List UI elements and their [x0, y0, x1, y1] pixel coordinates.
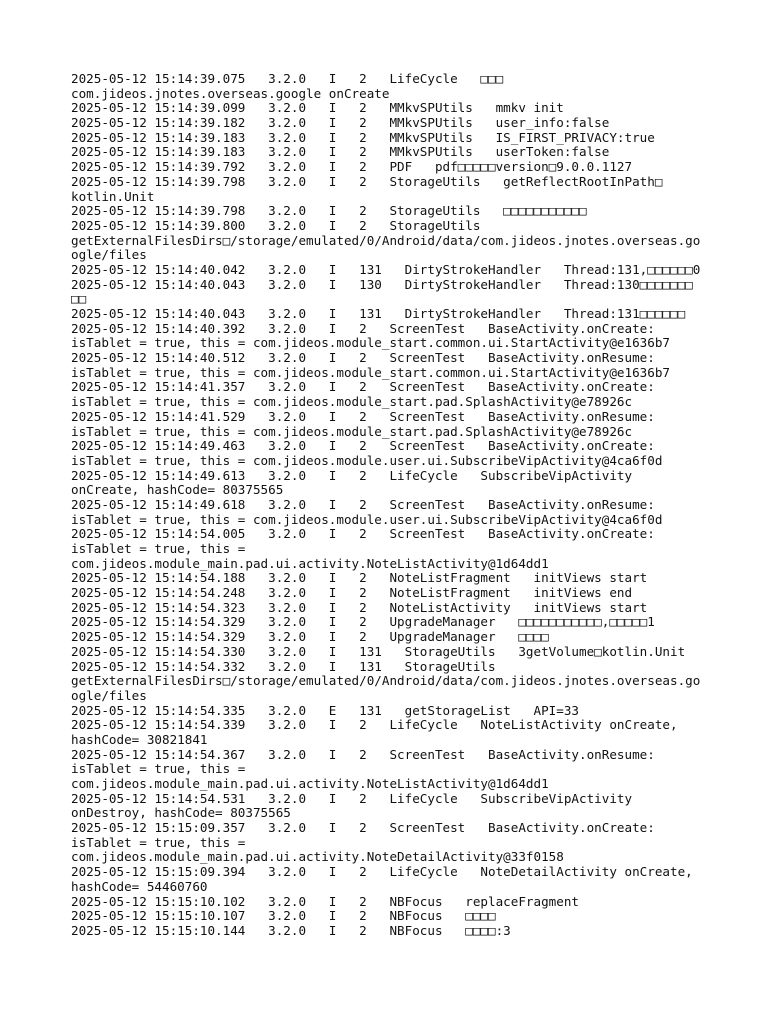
log-line: ogle/files	[71, 688, 147, 703]
log-line: 2025-05-12 15:14:40.392 3.2.0 I 2 ScreenTest BaseActivity.onCreate:	[71, 321, 655, 336]
log-line: isTablet = true, this = com.jideos.module.user.ui.SubscribeVipActivity@4ca6f0d	[71, 453, 663, 468]
log-line: 2025-05-12 15:14:39.099 3.2.0 I 2 MMkvSPUtils mmkv init	[71, 101, 564, 116]
log-line: com.jideos.module_main.pad.ui.activity.NoteListActivity@1d64dd1	[71, 777, 549, 791]
log-line: 2025-05-12 15:14:40.512 3.2.0 I 2 ScreenTest BaseActivity.onResume:	[71, 351, 655, 366]
log-line: 2025-05-12 15:14:41.357 3.2.0 I 2 ScreenTest BaseActivity.onCreate:	[71, 380, 655, 395]
log-line: kotlin.Unit	[71, 189, 155, 204]
log-line: isTablet = true, this =	[71, 835, 246, 850]
log-line: 2025-05-12 15:14:39.075 3.2.0 I 2 LifeCycle □□□	[71, 72, 504, 86]
log-line: ogle/files	[71, 248, 147, 263]
log-line: □□	[71, 292, 87, 307]
log-line: isTablet = true, this =	[71, 762, 246, 777]
log-line: isTablet = true, this = com.jideos.module.user.ui.SubscribeVipActivity@4ca6f0d	[71, 512, 663, 527]
log-line: com.jideos.jnotes.overseas.google onCreate	[71, 86, 390, 101]
log-line: 2025-05-12 15:14:54.329 3.2.0 I 2 UpgradeManager □□□□□□□□□□□,□□□□□1	[71, 615, 655, 630]
log-line: 2025-05-12 15:14:54.531 3.2.0 I 2 LifeCycle SubscribeVipActivity	[71, 791, 633, 806]
log-line: 2025-05-12 15:14:40.043 3.2.0 I 130 DirtyStrokeHandler Thread:130□□□□□□□	[71, 277, 693, 292]
log-line: 2025-05-12 15:15:09.357 3.2.0 I 2 ScreenTest BaseActivity.onCreate:	[71, 821, 655, 836]
log-line: 2025-05-12 15:14:49.613 3.2.0 I 2 LifeCycle SubscribeVipActivity	[71, 468, 633, 483]
log-line: 2025-05-12 15:14:39.800 3.2.0 I 2 StorageUtils	[71, 218, 481, 233]
log-line: 2025-05-12 15:14:40.042 3.2.0 I 131 DirtyStrokeHandler Thread:131,□□□□□□0	[71, 262, 701, 277]
log-line: onCreate, hashCode= 80375565	[71, 483, 284, 498]
log-line: 2025-05-12 15:14:41.529 3.2.0 I 2 ScreenTest BaseActivity.onResume:	[71, 409, 655, 424]
log-line: 2025-05-12 15:14:39.798 3.2.0 I 2 StorageUtils getReflectRootInPath□	[71, 174, 663, 189]
log-line: 2025-05-12 15:15:10.144 3.2.0 I 2 NBFocus □□□□:3	[71, 923, 511, 938]
log-line: hashCode= 30821841	[71, 732, 208, 747]
log-line: 2025-05-12 15:14:54.329 3.2.0 I 2 UpgradeManager □□□□	[71, 630, 549, 645]
log-line: 2025-05-12 15:14:39.183 3.2.0 I 2 MMkvSPUtils userToken:false	[71, 145, 610, 160]
log-line: isTablet = true, this = com.jideos.module_start.pad.SplashActivity@e78926c	[71, 424, 633, 439]
log-line: getExternalFilesDirs□/storage/emulated/0/Android/data/com.jideos.jnotes.overseas.go	[71, 233, 701, 248]
log-line: 2025-05-12 15:14:49.463 3.2.0 I 2 ScreenTest BaseActivity.onCreate:	[71, 439, 655, 454]
log-line: com.jideos.module_main.pad.ui.activity.NoteListActivity@1d64dd1	[71, 556, 549, 571]
log-line: 2025-05-12 15:14:39.798 3.2.0 I 2 StorageUtils □□□□□□□□□□□	[71, 204, 587, 219]
log-line: 2025-05-12 15:14:54.330 3.2.0 I 131 StorageUtils 3getVolume□kotlin.Unit	[71, 644, 686, 659]
log-line: 2025-05-12 15:14:54.248 3.2.0 I 2 NoteListFragment initViews end	[71, 586, 633, 601]
log-line: 2025-05-12 15:14:39.792 3.2.0 I 2 PDF pdf□□□□□version□9.0.0.1127	[71, 160, 633, 175]
log-line: hashCode= 54460760	[71, 879, 208, 894]
log-line: 2025-05-12 15:14:49.618 3.2.0 I 2 ScreenTest BaseActivity.onResume:	[71, 497, 655, 512]
log-line: 2025-05-12 15:14:54.005 3.2.0 I 2 ScreenTest BaseActivity.onCreate:	[71, 527, 655, 542]
log-line: onDestroy, hashCode= 80375565	[71, 806, 291, 821]
log-line: isTablet = true, this = com.jideos.module_start.common.ui.StartActivity@e1636b7	[71, 365, 670, 380]
log-line: getExternalFilesDirs□/storage/emulated/0/Android/data/com.jideos.jnotes.overseas.go	[71, 674, 701, 689]
log-line: 2025-05-12 15:14:39.183 3.2.0 I 2 MMkvSPUtils IS_FIRST_PRIVACY:true	[71, 130, 655, 145]
log-line: isTablet = true, this = com.jideos.module_start.common.ui.StartActivity@e1636b7	[71, 336, 670, 351]
log-line: 2025-05-12 15:15:10.102 3.2.0 I 2 NBFocus replaceFragment	[71, 894, 579, 909]
log-line: isTablet = true, this =	[71, 542, 246, 556]
log-line: 2025-05-12 15:14:40.043 3.2.0 I 131 DirtyStrokeHandler Thread:131□□□□□□	[71, 307, 686, 321]
log-line: com.jideos.module_main.pad.ui.activity.NoteDetailActivity@33f0158	[71, 850, 564, 865]
log-line: 2025-05-12 15:14:54.323 3.2.0 I 2 NoteListActivity initViews start	[71, 600, 648, 615]
log-line: 2025-05-12 15:14:54.339 3.2.0 I 2 LifeCycle NoteListActivity onCreate,	[71, 718, 678, 733]
log-line: 2025-05-12 15:14:54.367 3.2.0 I 2 ScreenTest BaseActivity.onResume:	[71, 747, 655, 762]
log-document	[71, 72, 711, 939]
log-line: 2025-05-12 15:15:09.394 3.2.0 I 2 LifeCycle NoteDetailActivity onCreate,	[71, 865, 693, 880]
log-line: 2025-05-12 15:14:54.188 3.2.0 I 2 NoteListFragment initViews start	[71, 571, 648, 586]
log-line: isTablet = true, this = com.jideos.module_start.pad.SplashActivity@e78926c	[71, 395, 633, 410]
log-line: 2025-05-12 15:14:39.182 3.2.0 I 2 MMkvSPUtils user_info:false	[71, 116, 610, 131]
log-line: 2025-05-12 15:14:54.332 3.2.0 I 131 StorageUtils	[71, 659, 496, 674]
log-line: 2025-05-12 15:15:10.107 3.2.0 I 2 NBFocus □□□□	[71, 909, 496, 924]
log-line: 2025-05-12 15:14:54.335 3.2.0 E 131 getStorageList API=33	[71, 703, 579, 718]
